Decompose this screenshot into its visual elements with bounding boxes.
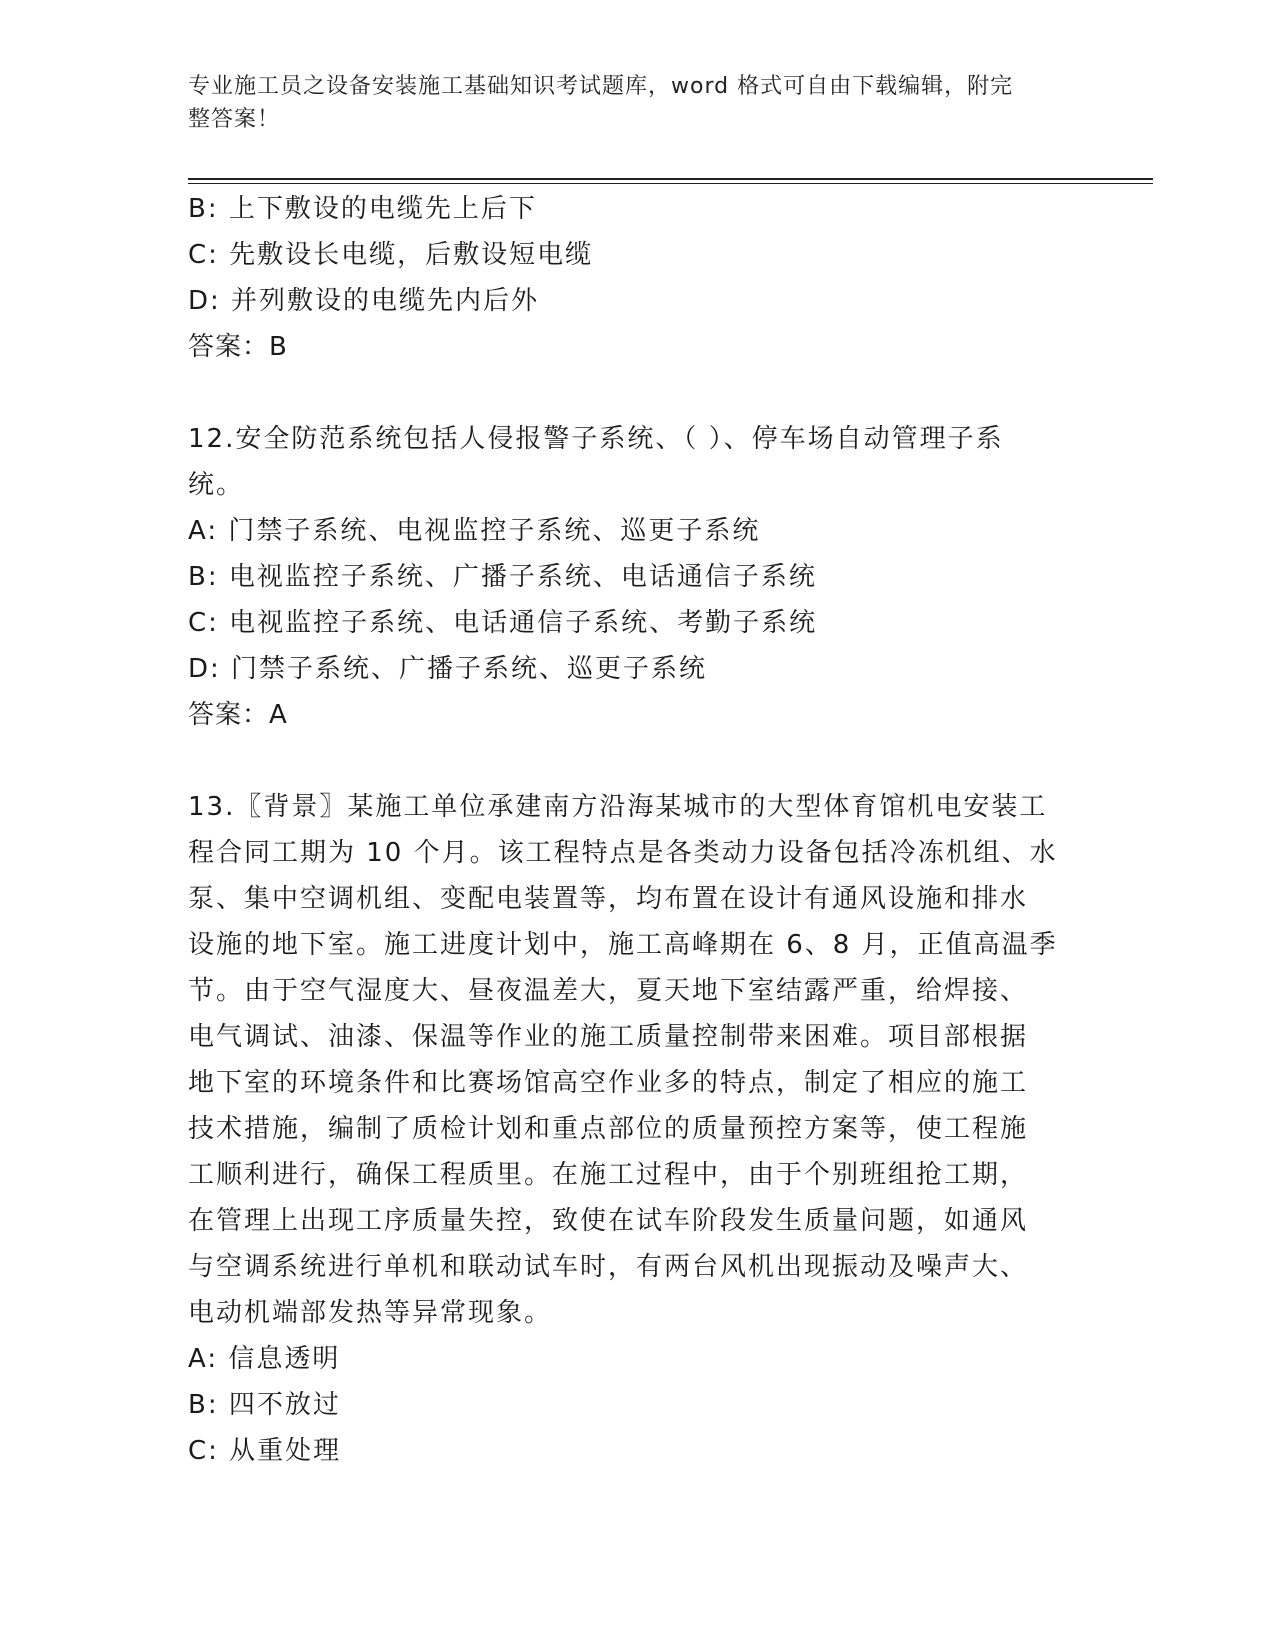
q12-option-b: B: 电视监控子系统、广播子系统、电话通信子系统 (188, 562, 817, 592)
q13-stem-line: 泵、集中空调机组、变配电装置等，均布置在设计有通风设施和排水 (188, 884, 1029, 914)
q12-answer: 答案：A (188, 700, 288, 730)
q13-option-a: A: 信息透明 (188, 1344, 341, 1374)
header-divider-thin (188, 183, 1153, 184)
q13-stem (188, 784, 1068, 1336)
spacer (188, 370, 1068, 416)
document-body (188, 186, 1068, 1474)
q13-stem-line: 在管理上出现工序质量失控，致使在试车阶段发生质量问题，如通风 (188, 1206, 1029, 1236)
question-11-tail (188, 186, 1068, 370)
q13-stem-line: 电动机端部发热等异常现象。 (188, 1298, 553, 1328)
q12-option-c: C: 电视监控子系统、电话通信子系统、考勤子系统 (188, 608, 818, 638)
q13-stem-line: 工顺利进行，确保工程质里。在施工过程中，由于个别班组抢工期， (188, 1160, 1029, 1190)
header-line-2: 整答案！ (188, 107, 281, 132)
q12-option-d: D: 门禁子系统、广播子系统、巡更子系统 (188, 654, 708, 684)
q13-stem-line: 电气调试、油漆、保温等作业的施工质量控制带来困难。项目部根据 (188, 1022, 1029, 1052)
spacer (188, 738, 1068, 784)
q13-stem-line: 节。由于空气湿度大、昼夜温差大，夏天地下室结露严重，给焊接、 (188, 976, 1029, 1006)
header-line-1: 专业施工员之设备安装施工基础知识考试题库，word 格式可自由下载编辑，附完 (188, 74, 1014, 99)
q12-stem-line-2: 统。 (188, 470, 245, 500)
q12-option-a: A: 门禁子系统、电视监控子系统、巡更子系统 (188, 516, 761, 546)
q11-answer: 答案：B (188, 332, 288, 362)
q13-stem-line: 13.〖背景〗某施工单位承建南方沿海某城市的大型体育馆机电安装工 (188, 792, 1048, 822)
q13-option-c: C: 从重处理 (188, 1436, 342, 1466)
q13-stem-line: 地下室的环境条件和比赛场馆高空作业多的特点，制定了相应的施工 (188, 1068, 1029, 1098)
q11-option-b: B: 上下敷设的电缆先上后下 (188, 194, 537, 224)
q13-stem-line: 程合同工期为 10 个月。该工程特点是各类动力设备包括冷冻机组、水 (188, 838, 1058, 868)
question-12 (188, 416, 1068, 738)
q12-stem-line-1: 12.安全防范系统包括人侵报警子系统、（ ）、停车场自动管理子系 (188, 424, 1004, 454)
q13-stem-line: 技术措施，编制了质检计划和重点部位的质量预控方案等，使工程施 (188, 1114, 1029, 1144)
q11-option-d: D: 并列敷设的电缆先内后外 (188, 286, 540, 316)
question-13 (188, 784, 1068, 1474)
q11-option-c: C: 先敷设长电缆，后敷设短电缆 (188, 240, 594, 270)
header-divider-thick (188, 178, 1153, 180)
page-header (188, 70, 1068, 136)
q13-option-b: B: 四不放过 (188, 1390, 341, 1420)
q13-stem-line: 与空调系统进行单机和联动试车时，有两台风机出现振动及噪声大、 (188, 1252, 1029, 1282)
q13-stem-line: 设施的地下室。施工进度计划中，施工高峰期在 6、8 月，正值高温季 (188, 930, 1058, 960)
